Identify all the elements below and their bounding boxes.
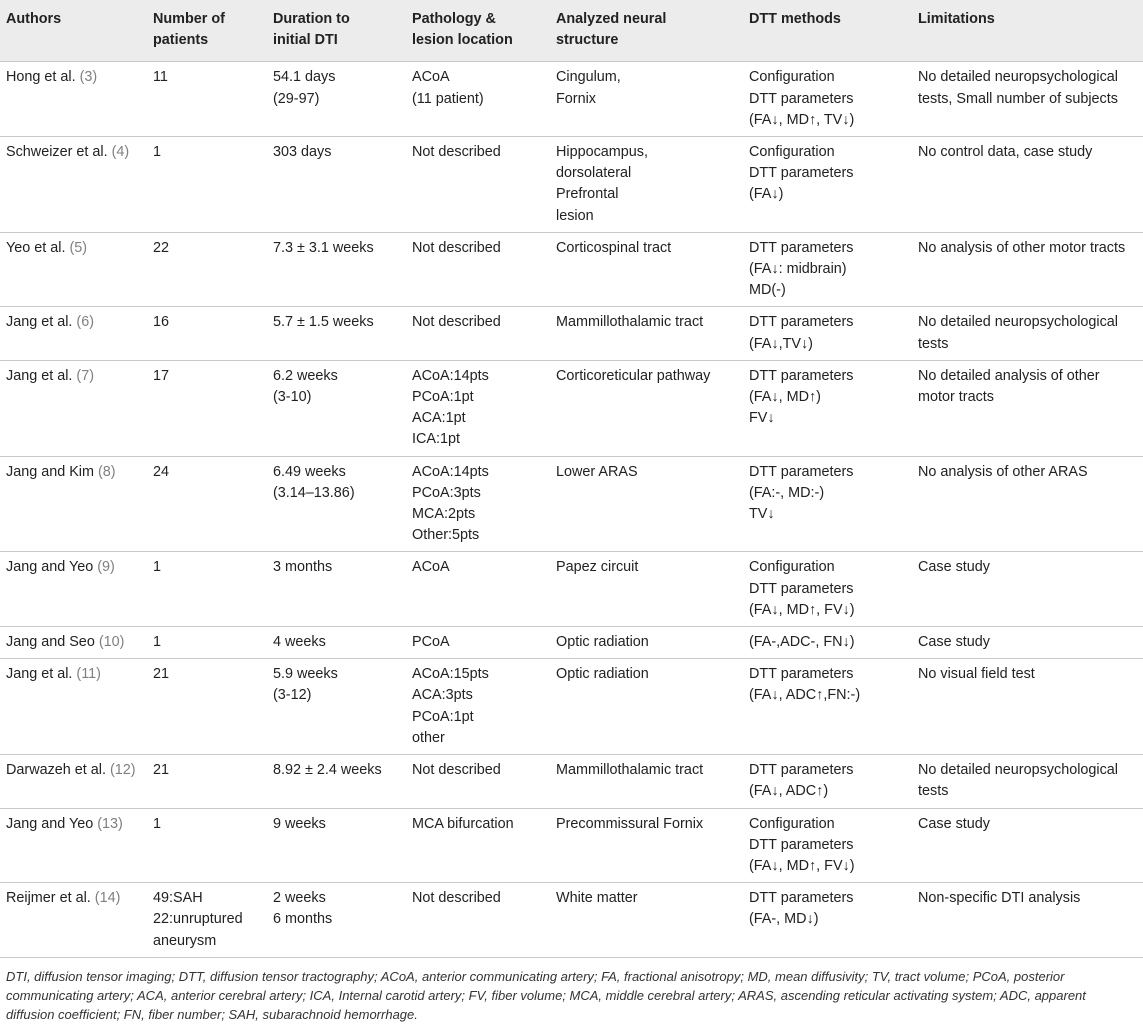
structure-line: lesion xyxy=(556,207,594,224)
cell-patients xyxy=(147,659,267,755)
cell-methods xyxy=(743,552,912,627)
table-row xyxy=(0,552,1143,627)
pathology-line: (11 patient) xyxy=(412,90,484,107)
cell-authors xyxy=(0,62,147,137)
cell-patients xyxy=(147,627,267,659)
methods-line: Configuration xyxy=(749,815,835,832)
cell-limitations xyxy=(912,755,1143,808)
reference-link[interactable]: (6) xyxy=(76,314,94,331)
methods-line: (FA↓: midbrain) xyxy=(749,261,847,278)
reference-link[interactable]: (7) xyxy=(76,367,94,384)
duration-line: 54.1 days xyxy=(273,69,336,86)
cell-pathology xyxy=(406,808,550,883)
limitations-line: No detailed neuropsychological xyxy=(918,762,1119,779)
cell-limitations xyxy=(912,232,1143,307)
cell-methods xyxy=(743,755,912,808)
structure-line: Corticoreticular pathway xyxy=(556,367,711,384)
author-name: Hong et al. xyxy=(6,69,76,86)
cell-structure xyxy=(550,883,743,958)
cell-structure xyxy=(550,552,743,627)
reference-link[interactable]: (9) xyxy=(97,559,115,576)
methods-line: DTT parameters xyxy=(749,666,854,683)
methods-line: (FA↓, MD↑) xyxy=(749,389,821,406)
cell-limitations xyxy=(912,659,1143,755)
duration-line: 2 weeks xyxy=(273,890,326,907)
duration-line: 5.9 weeks xyxy=(273,666,338,683)
header-text: Authors xyxy=(6,11,62,27)
cell-pathology xyxy=(406,232,550,307)
limitations-line: tests, Small number of subjects xyxy=(918,90,1118,107)
cell-duration xyxy=(267,808,406,883)
cell-authors xyxy=(0,307,147,360)
author-name: Jang et al. xyxy=(6,367,73,384)
table-body xyxy=(0,62,1143,957)
table-header xyxy=(0,0,1143,62)
table-row xyxy=(0,232,1143,307)
limitations-line: tests xyxy=(918,783,949,800)
cell-pathology xyxy=(406,755,550,808)
table-row xyxy=(0,62,1143,137)
reference-link[interactable]: (13) xyxy=(97,815,123,832)
limitations-line: No analysis of other ARAS xyxy=(918,463,1088,480)
structure-line: Prefrontal xyxy=(556,186,619,203)
reference-link[interactable]: (11) xyxy=(76,666,101,683)
header-text: Duration to xyxy=(273,11,350,27)
cell-structure xyxy=(550,62,743,137)
cell-authors xyxy=(0,552,147,627)
methods-line: DTT parameters xyxy=(749,165,854,182)
cell-limitations xyxy=(912,62,1143,137)
patients-line: 49:SAH xyxy=(153,890,203,907)
author-name: Jang et al. xyxy=(6,314,73,331)
cell-pathology xyxy=(406,307,550,360)
cell-methods xyxy=(743,360,912,456)
cell-limitations xyxy=(912,307,1143,360)
header-number-of-patients xyxy=(147,0,267,62)
cell-methods xyxy=(743,62,912,137)
patients-line: 17 xyxy=(153,367,170,384)
reference-link[interactable]: (8) xyxy=(98,463,116,480)
cell-pathology xyxy=(406,62,550,137)
structure-line: Hippocampus, xyxy=(556,144,648,161)
duration-line: 9 weeks xyxy=(273,815,326,832)
cell-patients xyxy=(147,808,267,883)
reference-link[interactable]: (12) xyxy=(109,762,136,779)
cell-patients xyxy=(147,552,267,627)
cell-methods xyxy=(743,627,912,659)
cell-pathology xyxy=(406,627,550,659)
cell-authors xyxy=(0,627,147,659)
cell-methods xyxy=(743,659,912,755)
cell-limitations xyxy=(912,552,1143,627)
reference-link[interactable]: (10) xyxy=(98,634,125,651)
cell-structure xyxy=(550,755,743,808)
pathology-line: MCA:2pts xyxy=(412,506,476,523)
duration-line: 303 days xyxy=(273,144,332,161)
table-row xyxy=(0,307,1143,360)
pathology-line: Other:5pts xyxy=(412,527,480,544)
methods-line: (FA-,ADC-, FN↓) xyxy=(749,634,855,651)
cell-authors xyxy=(0,659,147,755)
cell-patients xyxy=(147,307,267,360)
methods-line: DTT parameters xyxy=(749,367,854,384)
patients-line: 1 xyxy=(153,559,162,576)
cell-patients xyxy=(147,62,267,137)
cell-patients xyxy=(147,755,267,808)
header-duration-to-initial-dti xyxy=(267,0,406,62)
reference-link[interactable]: (4) xyxy=(111,144,130,161)
structure-line: Mammillothalamic tract xyxy=(556,762,704,779)
cell-limitations xyxy=(912,137,1143,233)
table-row xyxy=(0,137,1143,233)
author-name: Reijmer et al. xyxy=(6,890,91,907)
cell-limitations xyxy=(912,456,1143,552)
reference-link[interactable]: (14) xyxy=(94,890,121,907)
cell-methods xyxy=(743,307,912,360)
pathology-line: ACoA:14pts xyxy=(412,463,489,480)
cell-methods xyxy=(743,137,912,233)
cell-pathology xyxy=(406,659,550,755)
cell-structure xyxy=(550,659,743,755)
header-text: structure xyxy=(556,32,619,49)
cell-structure xyxy=(550,627,743,659)
duration-line: (3.14–13.86) xyxy=(273,484,355,501)
header-text: initial DTI xyxy=(273,32,338,49)
structure-line: Fornix xyxy=(556,90,596,107)
methods-line: (FA↓) xyxy=(749,186,784,203)
methods-line: (FA↓, ADC↑) xyxy=(749,783,829,800)
cell-pathology xyxy=(406,456,550,552)
header-pathology-lesion-location xyxy=(406,0,550,62)
cell-pathology xyxy=(406,883,550,958)
cell-duration xyxy=(267,456,406,552)
header-row xyxy=(0,0,1143,62)
limitations-line: No detailed analysis of other xyxy=(918,367,1100,384)
methods-line: DTT parameters xyxy=(749,836,854,853)
cell-authors xyxy=(0,883,147,958)
cell-duration xyxy=(267,659,406,755)
cell-pathology xyxy=(406,360,550,456)
cell-structure xyxy=(550,307,743,360)
methods-line: (FA-, MD↓) xyxy=(749,911,819,928)
cell-duration xyxy=(267,627,406,659)
structure-line: dorsolateral xyxy=(556,165,632,182)
cell-patients xyxy=(147,360,267,456)
table-row xyxy=(0,659,1143,755)
table-row xyxy=(0,883,1143,958)
duration-line: 6.49 weeks xyxy=(273,463,346,480)
methods-line: Configuration xyxy=(749,69,835,86)
methods-line: DTT parameters xyxy=(749,314,854,331)
patients-line: 1 xyxy=(153,634,162,651)
cell-patients xyxy=(147,883,267,958)
methods-line: DTT parameters xyxy=(749,580,854,597)
patients-line: 16 xyxy=(153,314,170,331)
patients-line: 24 xyxy=(153,463,170,480)
table-footnote: DTI, diffusion tensor imaging; DTT, diffusion tensor tractography; ACoA, anterior communicating artery; FA, fractional anisotropy; MD, mean diffusivity; TV, tract volume; PCoA, posterior communicating artery; ACA, anterior cerebral artery; ICA, Internal carotid artery; FV, fiber volume; MCA, middle cerebral artery; ARAS, ascending reticular activating system; ADC, apparent diffusion coefficient; FN, fiber number; SAH, subarachnoid hemorrhage. xyxy=(6,968,1086,1022)
patients-line: aneurysm xyxy=(153,932,217,949)
methods-line: DTT parameters xyxy=(749,239,854,256)
cell-limitations xyxy=(912,808,1143,883)
cell-methods xyxy=(743,456,912,552)
limitations-line: Case study xyxy=(918,815,990,832)
cell-authors xyxy=(0,232,147,307)
pathology-line: ICA:1pt xyxy=(412,431,460,448)
pathology-line: ACoA:15pts xyxy=(412,666,489,683)
reference-link[interactable]: (3) xyxy=(79,69,98,86)
cell-pathology xyxy=(406,552,550,627)
author-name: Yeo et al. xyxy=(6,239,66,256)
header-text: Limitations xyxy=(918,11,995,27)
pathology-line: ACoA xyxy=(412,69,450,86)
header-text: patients xyxy=(153,32,209,49)
methods-line: (FA↓, ADC↑,FN:-) xyxy=(749,687,861,704)
methods-line: (FA:-, MD:-) xyxy=(749,484,825,501)
cell-duration xyxy=(267,883,406,958)
header-text: Analyzed neural xyxy=(556,11,667,27)
author-name: Jang et al. xyxy=(6,666,73,683)
methods-line: DTT parameters xyxy=(749,762,854,779)
limitations-line: No control data, case study xyxy=(918,144,1093,161)
pathology-line: PCoA:1pt xyxy=(412,389,474,406)
table-row xyxy=(0,808,1143,883)
duration-line: 3 months xyxy=(273,559,333,576)
table-row xyxy=(0,456,1143,552)
pathology-line: ACA:3pts xyxy=(412,687,473,704)
limitations-line: No detailed neuropsychological xyxy=(918,69,1119,86)
pathology-line: Not described xyxy=(412,890,501,907)
cell-methods xyxy=(743,808,912,883)
cell-limitations xyxy=(912,627,1143,659)
patients-line: 22 xyxy=(153,239,170,256)
pathology-line: ACoA xyxy=(412,559,450,576)
author-name: Darwazeh et al. xyxy=(6,762,106,779)
table-row xyxy=(0,755,1143,808)
methods-line: Configuration xyxy=(749,559,835,576)
methods-line: (FA↓, MD↑, FV↓) xyxy=(749,601,855,618)
patients-line: 22:unruptured xyxy=(153,911,243,928)
patients-line: 21 xyxy=(153,762,170,779)
pathology-line: MCA bifurcation xyxy=(412,815,514,832)
cell-limitations xyxy=(912,883,1143,958)
cell-duration xyxy=(267,552,406,627)
cell-patients xyxy=(147,232,267,307)
header-limitations xyxy=(912,0,1143,62)
methods-line: DTT parameters xyxy=(749,463,854,480)
cell-duration xyxy=(267,137,406,233)
methods-line: Configuration xyxy=(749,144,835,161)
duration-line: (3-10) xyxy=(273,389,312,406)
duration-line: 6 months xyxy=(273,911,333,928)
header-text: Number of xyxy=(153,11,225,27)
patients-line: 11 xyxy=(153,69,168,86)
structure-line: White matter xyxy=(556,890,638,907)
limitations-line: Case study xyxy=(918,634,990,651)
pathology-line: ACoA:14pts xyxy=(412,367,489,384)
patients-line: 1 xyxy=(153,815,162,832)
methods-line: (FA↓, MD↑, TV↓) xyxy=(749,111,855,128)
cell-methods xyxy=(743,232,912,307)
cell-authors xyxy=(0,360,147,456)
pathology-line: PCoA xyxy=(412,634,450,651)
duration-line: (29-97) xyxy=(273,90,320,107)
header-authors xyxy=(0,0,147,62)
limitations-line: tests xyxy=(918,335,949,352)
methods-line: (FA↓, MD↑, FV↓) xyxy=(749,857,855,874)
header-dtt-methods xyxy=(743,0,912,62)
cell-structure xyxy=(550,137,743,233)
structure-line: Optic radiation xyxy=(556,634,649,651)
cell-pathology xyxy=(406,137,550,233)
header-analyzed-neural-structure xyxy=(550,0,743,62)
pathology-line: other xyxy=(412,729,445,746)
cell-structure xyxy=(550,808,743,883)
cell-duration xyxy=(267,307,406,360)
structure-line: Cingulum, xyxy=(556,69,621,86)
duration-line: 7.3 ± 3.1 weeks xyxy=(273,239,374,256)
duration-line: 6.2 weeks xyxy=(273,367,338,384)
pathology-line: PCoA:3pts xyxy=(412,484,481,501)
methods-line: TV↓ xyxy=(749,506,775,523)
methods-line: DTT parameters xyxy=(749,90,854,107)
cell-structure xyxy=(550,232,743,307)
pathology-line: ACA:1pt xyxy=(412,410,466,427)
author-name: Jang and Seo xyxy=(6,634,95,651)
pathology-line: PCoA:1pt xyxy=(412,708,474,725)
author-name: Jang and Kim xyxy=(6,463,94,480)
methods-line: MD(-) xyxy=(749,282,786,299)
cell-duration xyxy=(267,232,406,307)
limitations-line: motor tracts xyxy=(918,389,994,406)
author-name: Jang and Yeo xyxy=(6,815,94,832)
header-text: Pathology & xyxy=(412,11,496,27)
pathology-line: Not described xyxy=(412,314,501,331)
duration-line: (3-12) xyxy=(273,687,312,704)
cell-patients xyxy=(147,456,267,552)
table-row xyxy=(0,627,1143,659)
structure-line: Optic radiation xyxy=(556,666,649,683)
pathology-line: Not described xyxy=(412,144,501,161)
duration-line: 8.92 ± 2.4 weeks xyxy=(273,762,382,779)
author-name: Jang and Yeo xyxy=(6,559,94,576)
pathology-line: Not described xyxy=(412,762,501,779)
limitations-line: No visual field test xyxy=(918,666,1035,683)
pathology-line: Not described xyxy=(412,239,501,256)
cell-authors xyxy=(0,755,147,808)
cell-duration xyxy=(267,755,406,808)
cell-structure xyxy=(550,456,743,552)
methods-line: FV↓ xyxy=(749,410,775,427)
duration-line: 4 weeks xyxy=(273,634,326,651)
cell-patients xyxy=(147,137,267,233)
patients-line: 1 xyxy=(153,144,162,161)
header-text: DTT methods xyxy=(749,11,841,27)
structure-line: Corticospinal tract xyxy=(556,239,672,256)
cell-methods xyxy=(743,883,912,958)
cell-authors xyxy=(0,456,147,552)
patients-line: 21 xyxy=(153,666,170,683)
methods-line: (FA↓,TV↓) xyxy=(749,335,813,352)
structure-line: Precommissural Fornix xyxy=(556,815,704,832)
cell-limitations xyxy=(912,360,1143,456)
structure-line: Mammillothalamic tract xyxy=(556,314,704,331)
structure-line: Papez circuit xyxy=(556,559,639,576)
cell-duration xyxy=(267,62,406,137)
methods-line: DTT parameters xyxy=(749,890,854,907)
cell-authors xyxy=(0,137,147,233)
limitations-line: Non-specific DTI analysis xyxy=(918,890,1081,907)
limitations-line: Case study xyxy=(918,559,990,576)
header-text: lesion location xyxy=(412,32,513,49)
cell-structure xyxy=(550,360,743,456)
author-name: Schweizer et al. xyxy=(6,144,108,161)
cell-duration xyxy=(267,360,406,456)
structure-line: Lower ARAS xyxy=(556,463,638,480)
limitations-line: No analysis of other motor tracts xyxy=(918,239,1126,256)
cell-authors xyxy=(0,808,147,883)
table-row xyxy=(0,360,1143,456)
duration-line: 5.7 ± 1.5 weeks xyxy=(273,314,374,331)
reference-link[interactable]: (5) xyxy=(69,239,88,256)
limitations-line: No detailed neuropsychological xyxy=(918,314,1119,331)
